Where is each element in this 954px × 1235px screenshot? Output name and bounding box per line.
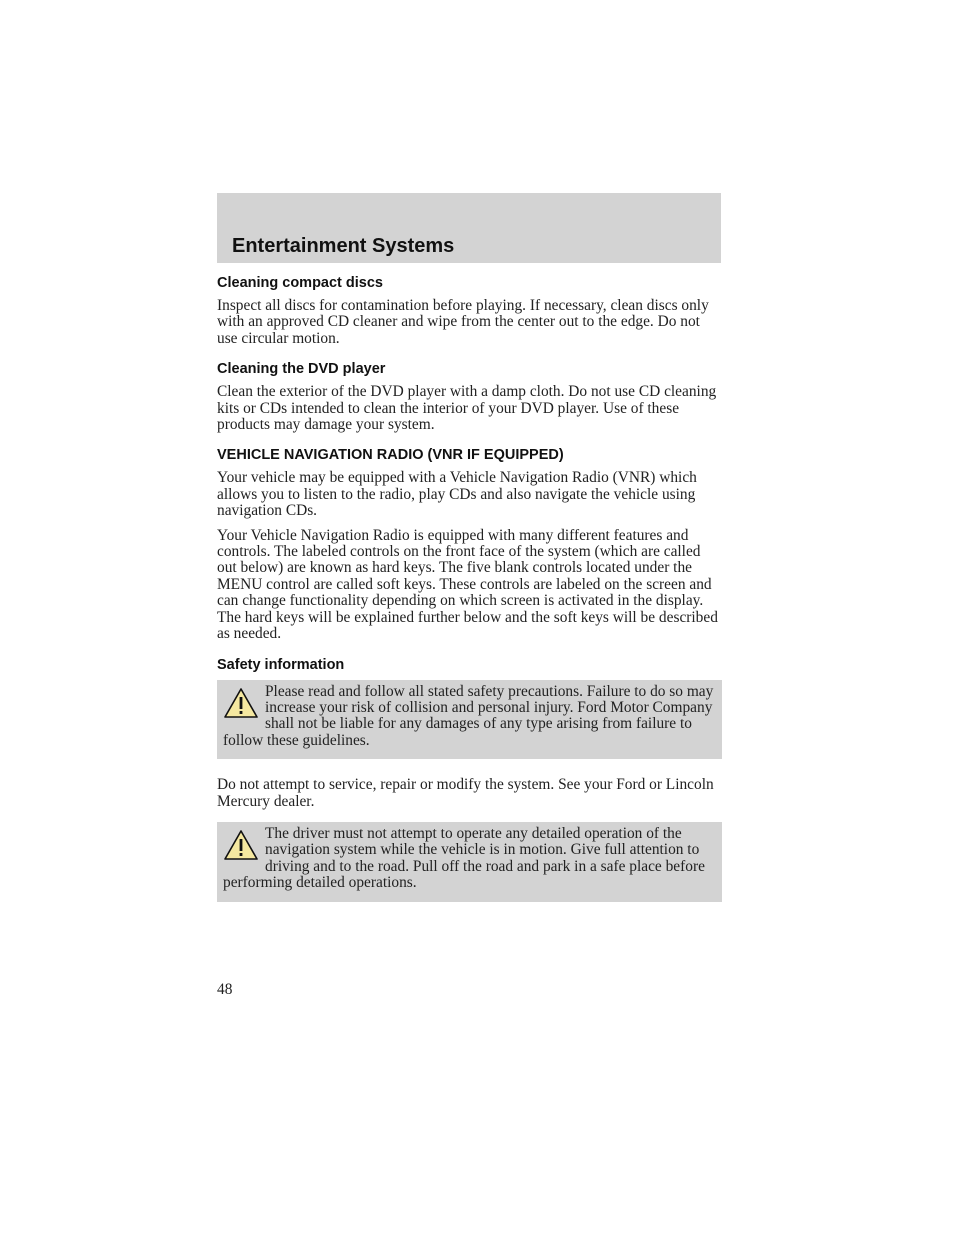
section-heading: Cleaning the DVD player bbox=[217, 361, 386, 378]
section-vnr bbox=[217, 447, 722, 642]
paragraph: Your Vehicle Navigation Radio is equipped with many different features and controls. The labeled controls on the front face of the system (which are called out below) are known as hard keys. The five blank controls located under the MENU control are called soft keys. These controls are labeled on the screen and can change functionality depending on which screen is activated in the display. The hard keys will be explained further below and the soft keys will be described as needed. bbox=[217, 526, 718, 643]
warning-box bbox=[217, 822, 722, 902]
warning-box bbox=[217, 680, 722, 760]
section-header bbox=[217, 193, 721, 263]
warning-triangle-icon bbox=[223, 687, 259, 719]
section-safety bbox=[217, 657, 722, 902]
section-title: Entertainment Systems bbox=[232, 235, 455, 257]
section-cleaning-dvd bbox=[217, 361, 722, 433]
section-heading: VEHICLE NAVIGATION RADIO (VNR IF EQUIPPED) bbox=[217, 447, 564, 464]
paragraph: Do not attempt to service, repair or modify the system. See your Ford or Lincoln Mercury dealer. bbox=[217, 776, 714, 810]
paragraph: Clean the exterior of the DVD player with a damp cloth. Do not use CD cleaning kits or CDs intended to clean the interior of your DVD player. Use of these products may damage your system. bbox=[217, 383, 717, 434]
warning-triangle-icon bbox=[223, 829, 259, 861]
paragraph: Inspect all discs for contamination before playing. If necessary, clean discs only with an approved CD cleaner and wipe from the center out to the edge. Do not use circular motion. bbox=[217, 297, 709, 347]
section-heading: Cleaning compact discs bbox=[217, 275, 383, 291]
page-number: 48 bbox=[217, 981, 233, 998]
warning-text: Please read and follow all stated safety precautions. Failure to do so may increase your risk of collision and personal injury. Ford Motor Company shall not be liable for any damages of any type arising from failure to follow these guidelines. bbox=[223, 682, 714, 749]
paragraph: Your vehicle may be equipped with a Vehicle Navigation Radio (VNR) which allows you to listen to the radio, play CDs and also navigate the vehicle using navigation CDs. bbox=[217, 469, 697, 520]
warning-text: The driver must not attempt to operate any detailed operation of the navigation system while the vehicle is in motion. Give full attention to driving and to the road. Pull off the road and park in a safe place before performing detailed operations. bbox=[223, 824, 705, 892]
section-cleaning-discs bbox=[217, 275, 722, 347]
page-content bbox=[217, 275, 722, 920]
section-heading: Safety information bbox=[217, 656, 345, 673]
